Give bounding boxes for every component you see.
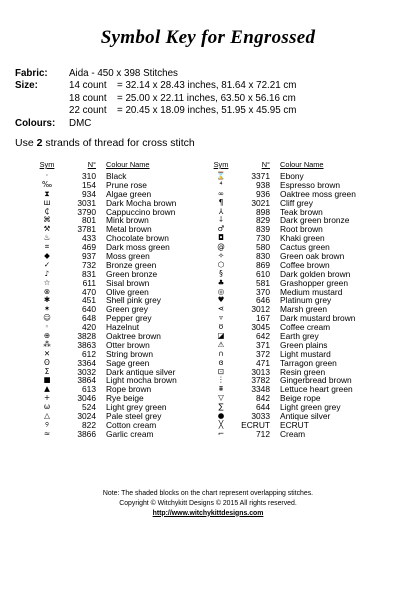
symbol-icon: ●: [217, 411, 225, 421]
colour-name: Rye beige: [106, 393, 144, 404]
colours-value: DMC: [69, 117, 92, 129]
symbol-icon: ∩: [218, 348, 224, 358]
dmc-number: 830: [256, 251, 270, 262]
dmc-number: 936: [256, 188, 270, 199]
colour-name: Cotton cream: [106, 419, 157, 430]
dmc-number: 712: [256, 428, 270, 439]
symbol-icon: ⌗: [44, 242, 50, 252]
symbol-icon: ♪: [44, 268, 50, 278]
colour-name: String brown: [106, 348, 154, 359]
dmc-number: 3866: [77, 428, 96, 439]
colour-name: Cream: [280, 428, 306, 439]
dmc-number: 580: [256, 242, 270, 253]
colour-name: Coffee brown: [280, 259, 330, 270]
colour-name: Dark golden brown: [280, 268, 351, 279]
symbol-icon: ω: [43, 402, 51, 412]
dmc-number: 310: [82, 171, 96, 181]
size-value: = 32.14 x 28.43 inches, 81.64 x 72.21 cm: [117, 80, 297, 92]
symbol-icon: ‰: [41, 179, 53, 189]
colour-name: Oaktree moss green: [280, 188, 356, 199]
dmc-number: 154: [82, 179, 96, 190]
symbol-icon: ✶: [43, 304, 51, 314]
colour-name: Bronze green: [106, 259, 157, 270]
symbol-icon: ⧗: [44, 188, 50, 198]
colour-name-header: Colour Name: [106, 160, 150, 169]
colour-name-header: Colour Name: [280, 160, 324, 169]
colour-name: Coffee cream: [280, 322, 331, 333]
symbol-icon: ⬡: [217, 259, 225, 269]
fabric-label: Fabric:: [15, 68, 48, 79]
colour-name: Earth grey: [280, 331, 319, 342]
colour-name: Dark antique silver: [106, 366, 176, 377]
colour-name: Dark mustard brown: [280, 313, 356, 324]
symbol-icon: ♣: [217, 277, 225, 287]
colour-name: Tarragon green: [280, 357, 337, 368]
dmc-number: 3031: [77, 197, 96, 208]
colour-name: Teak brown: [280, 206, 323, 217]
footer-copyright: Copyright © Witchykitt Designs © 2015 All rights reserved.: [119, 499, 297, 507]
symbol-icon: ⊗: [43, 286, 51, 296]
symbol-icon: ⸸: [219, 215, 223, 225]
symbol-icon: ⁴: [219, 179, 223, 189]
dmc-number: 3371: [251, 171, 270, 181]
symbol-icon: ⋮: [217, 375, 225, 385]
colour-name: Shell pink grey: [106, 295, 161, 306]
dmc-number: 524: [82, 402, 96, 413]
fabric-value: Aida - 450 x 398 Stitches: [69, 68, 178, 79]
colour-name: Resin green: [280, 366, 326, 377]
colour-name: Garlic cream: [106, 428, 154, 439]
symbol-icon: ♥: [217, 295, 225, 305]
symbol-icon: ◆: [44, 251, 50, 261]
symbol-icon: ♨: [43, 233, 51, 243]
colour-name: Metal brown: [106, 224, 152, 235]
symbol-icon: ✕: [43, 348, 51, 358]
dmc-number: 372: [256, 348, 270, 359]
colour-name: Light grey green: [106, 402, 167, 413]
dmc-number: 470: [82, 286, 96, 297]
symbol-icon: △: [44, 411, 50, 421]
colours-row: [15, 118, 296, 130]
symbol-icon: §: [219, 268, 223, 278]
colour-name: Pale steel grey: [106, 411, 162, 422]
colours-label: Colours:: [15, 117, 56, 129]
dmc-number: 732: [82, 259, 96, 270]
colour-name: Cliff grey: [280, 197, 313, 208]
symbol-icon: ■: [43, 375, 51, 385]
dmc-number: 3781: [77, 224, 96, 235]
symbol-icon: ▲: [44, 384, 50, 394]
website-link[interactable]: http://www.witchykittdesigns.com: [152, 509, 264, 517]
colour-name: Dark Mocha brown: [106, 197, 177, 208]
colour-name: Lettuce heart green: [280, 384, 353, 395]
colour-name: Prune rose: [106, 179, 147, 190]
dmc-number: 433: [82, 233, 96, 244]
colour-name: Dark green bronze: [280, 215, 350, 226]
symbol-icon: ⁂: [43, 339, 51, 349]
symbol-icon: ʊ: [218, 322, 224, 332]
symbol-icon: ◦: [44, 322, 50, 332]
symbol-table-left: [34, 160, 214, 439]
dmc-number: 3046: [77, 393, 96, 404]
dmc-number: 370: [256, 286, 270, 297]
strands-instruction: [15, 137, 195, 149]
symbol-icon: Σ: [44, 366, 50, 376]
dmc-number: 869: [256, 259, 270, 270]
dmc-number: 937: [82, 251, 96, 262]
colour-name: Oaktree brown: [106, 331, 161, 342]
colour-name: Light green grey: [280, 402, 341, 413]
table-row: [208, 430, 388, 439]
symbol-icon: ୨: [45, 419, 49, 429]
dmc-number: 612: [82, 348, 96, 359]
colour-name: Green plains: [280, 339, 328, 350]
colour-name: Light mustard: [280, 348, 331, 359]
strands-number: 2: [36, 137, 43, 149]
colour-name: Sage green: [106, 357, 150, 368]
dmc-number: 3782: [251, 375, 270, 386]
symbol-icon: ♂: [217, 224, 225, 234]
dmc-number: 167: [256, 313, 270, 324]
dmc-number: 420: [82, 322, 96, 333]
dmc-number: 371: [256, 339, 270, 350]
dmc-number: 3021: [251, 197, 270, 208]
dmc-number: 3863: [77, 339, 96, 350]
symbol-icon: ✱: [43, 295, 51, 305]
symbol-icon: ⌛: [216, 171, 226, 180]
dmc-number: 648: [82, 313, 96, 324]
table-row: [34, 430, 214, 439]
symbol-icon: ⌐: [217, 428, 225, 438]
dmc-number: 3828: [77, 331, 96, 342]
symbol-icon: ✓: [43, 259, 51, 269]
symbol-icon: ☆: [43, 277, 51, 287]
fabric-row: [15, 68, 296, 80]
page-title: Symbol Key for Engrossed: [100, 27, 316, 48]
symbol-icon: ₵: [44, 206, 50, 216]
symbol-icon: @: [217, 242, 225, 252]
symbol-icon: ☺: [43, 313, 51, 323]
symbol-icon: ⅄: [218, 206, 224, 216]
symbol-icon: ◘: [218, 233, 224, 243]
strands-prefix: Use: [15, 137, 37, 149]
colour-name: Chocolate brown: [106, 233, 169, 244]
colour-name: Light mocha brown: [106, 375, 177, 386]
size-count: 18 count: [69, 92, 107, 104]
dmc-number: 640: [82, 304, 96, 315]
dmc-number: 3045: [251, 322, 270, 333]
symbol-icon: ◪: [217, 331, 225, 341]
dmc-number: 581: [256, 277, 270, 288]
number-header: N°: [261, 160, 270, 169]
colour-name: Grashopper green: [280, 277, 348, 288]
colour-name: Sisal brown: [106, 277, 150, 288]
dmc-number: 3032: [77, 366, 96, 377]
dmc-number: 842: [256, 393, 270, 404]
symbol-icon: ⊡: [217, 366, 225, 376]
dmc-number: 730: [256, 233, 270, 244]
strands-suffix: strands of thread for cross stitch: [42, 137, 195, 149]
symbol-icon: ш: [43, 197, 51, 207]
dmc-number: 934: [82, 188, 96, 199]
colour-name: Algae green: [106, 188, 152, 199]
colour-name: Otter brown: [106, 339, 150, 350]
symbol-icon: ≈: [43, 428, 51, 438]
symbol-icon: ⊕: [43, 331, 51, 341]
size-label: Size:: [15, 80, 38, 92]
colour-name: Green bronze: [106, 268, 158, 279]
symbol-icon: ⚠: [217, 339, 225, 349]
colour-name: Cactus green: [280, 242, 330, 253]
symbol-icon: ▽: [218, 393, 224, 403]
dmc-number: 3013: [251, 366, 270, 377]
dmc-number: 644: [256, 402, 270, 413]
colour-name: Dark moss green: [106, 242, 170, 253]
size-value: = 20.45 x 18.09 inches, 51.95 x 45.95 cm: [117, 105, 297, 117]
colour-name: Marsh green: [280, 304, 328, 315]
symbol-icon: ¶: [218, 197, 224, 207]
colour-name: Olive green: [106, 286, 149, 297]
dmc-number: 3790: [77, 206, 96, 217]
dmc-number: 451: [82, 295, 96, 306]
size-count: 14 count: [69, 80, 107, 92]
number-header: N°: [87, 160, 96, 169]
symbol-icon: ⩩: [218, 384, 223, 394]
colour-name: Beige rope: [280, 393, 321, 404]
sym-header: Sym: [213, 160, 229, 169]
symbol-table-right: [208, 160, 388, 439]
colour-name: Medium mustard: [280, 286, 343, 297]
colour-name: Khaki green: [280, 233, 325, 244]
size-row: [15, 80, 296, 92]
colour-name: Root brown: [280, 224, 323, 235]
dmc-number: 801: [82, 215, 96, 226]
size-row: [15, 93, 296, 105]
symbol-icon: ✧: [217, 251, 225, 261]
symbol-icon: ⌘: [43, 215, 51, 225]
dmc-number: 611: [82, 277, 96, 288]
colour-name: Espresso brown: [280, 179, 341, 190]
colour-name: Rope brown: [106, 384, 152, 395]
symbol-icon: ╳: [218, 419, 224, 429]
dmc-number: 938: [256, 179, 270, 190]
dmc-number: 3033: [251, 411, 270, 422]
colour-name: Pepper grey: [106, 313, 152, 324]
size-count: 22 count: [69, 105, 107, 117]
symbol-icon: ⋖: [217, 304, 225, 314]
dmc-number: ECRUT: [241, 419, 270, 430]
colour-name: Hazelnut: [106, 322, 140, 333]
pattern-info: [15, 68, 296, 130]
colour-name: Platinum grey: [280, 295, 332, 306]
size-row: [15, 105, 296, 117]
symbol-icon: ∞: [217, 188, 225, 198]
colour-name: Green oak brown: [280, 251, 345, 262]
dmc-number: 3364: [77, 357, 96, 368]
dmc-number: 3348: [251, 384, 270, 395]
colour-name: Antique silver: [280, 411, 331, 422]
dmc-number: 471: [256, 357, 270, 368]
symbol-icon: ʘ: [44, 357, 50, 367]
colour-name: Moss green: [106, 251, 150, 262]
symbol-icon: ∑: [218, 402, 224, 412]
symbol-icon: ·: [45, 171, 49, 180]
colour-name: Mink brown: [106, 215, 149, 226]
dmc-number: 831: [82, 268, 96, 279]
dmc-number: 642: [256, 331, 270, 342]
dmc-number: 839: [256, 224, 270, 235]
dmc-number: 3864: [77, 375, 96, 386]
symbol-icon: +: [43, 393, 51, 403]
size-value: = 25.00 x 22.11 inches, 63.50 x 56.16 cm: [117, 92, 296, 104]
dmc-number: 3024: [77, 411, 96, 422]
dmc-number: 829: [256, 215, 270, 226]
dmc-number: 646: [256, 295, 270, 306]
footer-note: Note: The shaded blocks on the chart represent overlapping stitches.: [102, 490, 314, 497]
symbol-icon: ɞ: [218, 357, 224, 367]
dmc-number: 822: [82, 419, 96, 430]
dmc-number: 469: [82, 242, 96, 253]
colour-name: Cappuccino brown: [106, 206, 176, 217]
sym-header: Sym: [39, 160, 55, 169]
colour-name: Ebony: [280, 171, 304, 181]
dmc-number: 613: [82, 384, 96, 395]
dmc-number: 898: [256, 206, 270, 217]
dmc-number: 3012: [251, 304, 270, 315]
symbol-icon: ▿: [219, 313, 223, 323]
colour-name: Black: [106, 171, 127, 181]
colour-name: Gingerbread brown: [280, 375, 352, 386]
footer: [0, 489, 416, 518]
symbol-icon: ◎: [217, 286, 225, 296]
colour-name: Green grey: [106, 304, 148, 315]
dmc-number: 610: [256, 268, 270, 279]
symbol-icon: ⚒: [43, 224, 51, 234]
colour-name: ECRUT: [280, 419, 309, 430]
